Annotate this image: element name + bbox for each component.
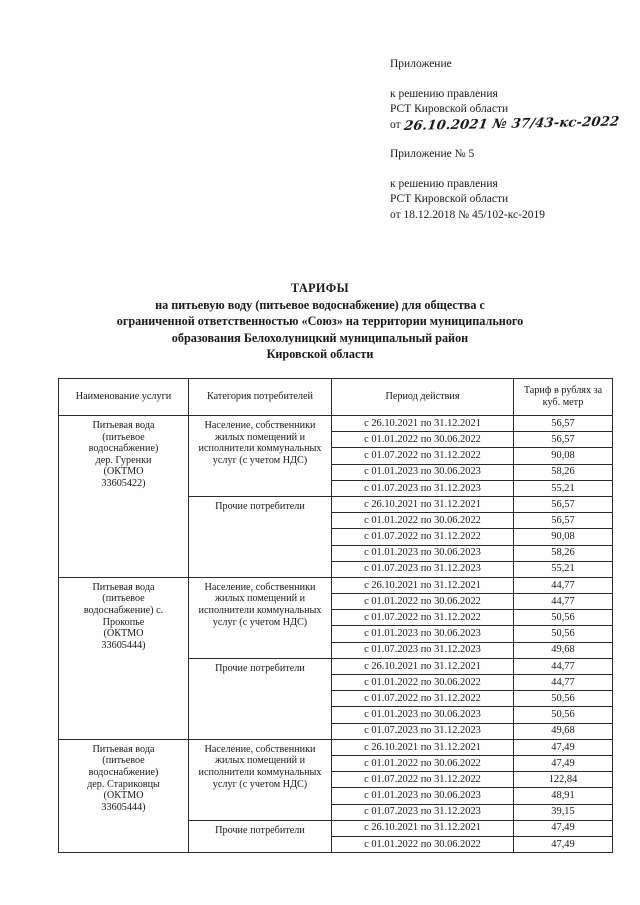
service-name-cell (59, 577, 189, 739)
service-name-line: Питьевая вода (92, 743, 155, 755)
consumer-category-line: Прочие потребители (215, 662, 305, 674)
preamble-line: Приложение № 5 (390, 148, 475, 160)
preamble-block-1 (390, 57, 630, 73)
service-name-cell (59, 416, 189, 578)
service-name-line: (ОКТМО (103, 628, 144, 640)
preamble-block-3 (390, 147, 630, 163)
consumer-category-cell (189, 577, 332, 658)
consumer-category-cell (189, 416, 332, 497)
tariff-cell: 50,56 (514, 707, 613, 723)
service-name-line: 33605422) (101, 477, 146, 489)
period-cell: с 01.07.2022 по 31.12.2022 (332, 691, 514, 707)
period-cell: с 01.07.2022 по 31.12.2022 (332, 529, 514, 545)
service-name-line: (питьевое (102, 431, 145, 443)
handwritten-prefix: от (390, 118, 401, 131)
service-name-line: (ОКТМО (103, 790, 144, 802)
period-cell: с 01.07.2023 по 31.12.2023 (332, 561, 514, 577)
table-header (59, 379, 613, 416)
tariff-cell: 56,57 (514, 513, 613, 529)
preamble-line: РСТ Кировской области (390, 193, 509, 205)
period-cell: с 01.07.2022 по 31.12.2022 (332, 772, 514, 788)
preamble-line: РСТ Кировской области (390, 103, 509, 115)
tariff-cell: 44,77 (514, 675, 613, 691)
period-cell: с 01.01.2022 по 30.06.2022 (332, 594, 514, 610)
service-name-line: Питьевая вода (92, 420, 155, 431)
consumer-category-line: услуг (с учетом НДС) (212, 616, 308, 628)
period-cell: с 01.01.2022 по 30.06.2022 (332, 755, 514, 771)
tariff-cell: 50,56 (514, 626, 613, 642)
period-cell: с 26.10.2021 по 31.12.2021 (332, 739, 514, 755)
period-cell: с 01.07.2023 по 31.12.2023 (332, 480, 514, 496)
tariff-cell: 44,77 (514, 658, 613, 674)
period-cell: с 01.01.2023 по 30.06.2023 (332, 545, 514, 561)
service-name-line: 33605444) (101, 801, 146, 813)
page-title: ТАРИФЫ (290, 281, 350, 295)
consumer-category-cell (189, 739, 332, 820)
tariff-cell: 50,56 (514, 691, 613, 707)
consumer-category-line: Прочие потребители (215, 824, 305, 836)
table-row (59, 577, 613, 593)
service-name-line: водоснабжение) с. (83, 605, 164, 617)
column-header-period: Период действия (332, 379, 514, 416)
preamble-line: Приложение (390, 58, 452, 70)
tariff-table (58, 378, 613, 853)
title-subline-2: ограниченной ответственностью «Союз» на территории муниципального (116, 314, 524, 328)
table-row (59, 739, 613, 755)
period-cell: с 01.01.2023 по 30.06.2023 (332, 788, 514, 804)
table-row (59, 416, 613, 432)
handwritten-decision-reference (390, 114, 630, 134)
tariff-cell: 49,68 (514, 723, 613, 739)
preamble-block-2 (390, 87, 630, 134)
tariff-cell: 90,08 (514, 448, 613, 464)
period-cell: с 01.01.2023 по 30.06.2023 (332, 626, 514, 642)
period-cell: с 26.10.2021 по 31.12.2021 (332, 496, 514, 512)
tariff-cell: 48,91 (514, 788, 613, 804)
period-cell: с 01.01.2022 по 30.06.2022 (332, 675, 514, 691)
tariff-cell: 47,49 (514, 820, 613, 836)
consumer-category-cell (189, 820, 332, 852)
service-name-line: Питьевая вода (92, 581, 155, 593)
title-subline-1: на питьевую воду (питьевое водоснабжение) для общества с (155, 297, 485, 312)
service-name-cell (59, 739, 189, 852)
service-name-line: Прокопье (102, 616, 145, 628)
tariff-cell: 39,15 (514, 804, 613, 820)
consumer-category-line: услуг (с учетом НДС) (212, 778, 308, 790)
preamble-line: к решению правления (390, 177, 498, 190)
title-subline-4: Кировской области (266, 347, 374, 361)
consumer-category-line: исполнители коммунальных (198, 443, 322, 455)
service-name-line: дер. Гуренки (95, 454, 152, 466)
preamble-line: от 18.12.2018 № 45/102-кс-2019 (390, 208, 545, 221)
consumer-category-line: жилых помещений и (214, 431, 306, 443)
consumer-category-cell (189, 496, 332, 577)
service-name-line: дер. Стариковцы (87, 778, 160, 790)
period-cell: с 01.01.2022 по 30.06.2022 (332, 836, 514, 852)
tariff-cell: 122,84 (514, 772, 613, 788)
period-cell: с 01.07.2022 по 31.12.2022 (332, 610, 514, 626)
tariff-cell: 47,49 (514, 755, 613, 771)
tariff-cell: 47,49 (514, 739, 613, 755)
period-cell: с 01.01.2022 по 30.06.2022 (332, 432, 514, 448)
period-cell: с 26.10.2021 по 31.12.2021 (332, 658, 514, 674)
consumer-category-line: исполнители коммунальных (198, 605, 322, 617)
period-cell: с 01.01.2022 по 30.06.2022 (332, 513, 514, 529)
column-header-category: Категория потребителей (189, 379, 332, 416)
period-cell: с 01.07.2022 по 31.12.2022 (332, 448, 514, 464)
tariff-cell: 49,68 (514, 642, 613, 658)
period-cell: с 26.10.2021 по 31.12.2021 (332, 577, 514, 593)
title-subline-3: образования Белохолуницкий муниципальный район (171, 330, 469, 345)
service-name-line: водоснабжение) (88, 443, 159, 455)
tariff-cell: 56,57 (514, 432, 613, 448)
period-cell: с 01.07.2023 по 31.12.2023 (332, 723, 514, 739)
period-cell: с 26.10.2021 по 31.12.2021 (332, 416, 514, 432)
tariff-cell: 50,56 (514, 610, 613, 626)
tariff-cell: 90,08 (514, 529, 613, 545)
tariff-cell: 55,21 (514, 480, 613, 496)
service-name-line: (питьевое (102, 755, 145, 767)
tariff-cell: 44,77 (514, 594, 613, 610)
document-preamble (390, 57, 630, 223)
consumer-category-cell (189, 658, 332, 739)
consumer-category-line: Прочие потребители (215, 500, 305, 512)
service-name-line: водоснабжение) (88, 766, 159, 778)
tariff-cell: 56,57 (514, 496, 613, 512)
column-header-tariff: Тариф в рублях за куб. метр (514, 379, 613, 416)
consumer-category-line: Население, собственники (204, 581, 316, 593)
tariff-cell: 56,57 (514, 416, 613, 432)
consumer-category-line: Население, собственники (204, 420, 316, 431)
period-cell: с 01.01.2023 по 30.06.2023 (332, 464, 514, 480)
tariff-cell: 58,26 (514, 464, 613, 480)
column-header-name: Наименование услуги (59, 379, 189, 416)
period-cell: с 01.07.2023 по 31.12.2023 (332, 804, 514, 820)
period-cell: с 01.07.2023 по 31.12.2023 (332, 642, 514, 658)
consumer-category-line: исполнители коммунальных (198, 766, 322, 778)
consumer-category-line: жилых помещений и (214, 593, 306, 605)
service-name-line: (ОКТМО (103, 466, 144, 478)
consumer-category-line: услуг (с учетом НДС) (212, 454, 308, 466)
table-body (59, 416, 613, 853)
service-name-line: (питьевое (102, 593, 145, 605)
consumer-category-line: жилых помещений и (214, 755, 306, 767)
document-title-block (35, 280, 605, 363)
tariff-cell: 58,26 (514, 545, 613, 561)
tariff-cell: 44,77 (514, 577, 613, 593)
tariff-cell: 55,21 (514, 561, 613, 577)
consumer-category-line: Население, собственники (204, 743, 316, 755)
period-cell: с 26.10.2021 по 31.12.2021 (332, 820, 514, 836)
preamble-block-4 (390, 177, 630, 224)
table-header-row (59, 379, 613, 416)
tariff-cell: 47,49 (514, 836, 613, 852)
period-cell: с 01.01.2023 по 30.06.2023 (332, 707, 514, 723)
service-name-line: 33605444) (101, 639, 146, 651)
handwritten-number-date: 26.10.2021 № 37/43-кс-2022 (402, 114, 620, 134)
preamble-line: к решению правления (390, 87, 498, 100)
